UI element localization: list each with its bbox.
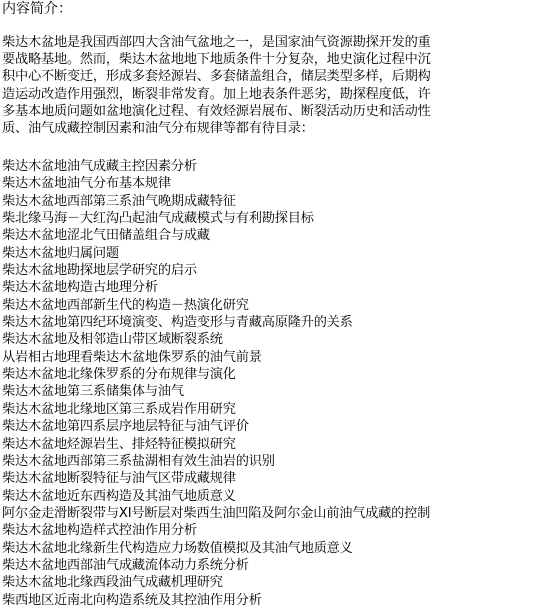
toc-item: 柴达木盆地北缘侏罗系的分布规律与演化: [2, 367, 236, 383]
toc-item: 柴达木盆地构造样式控油作用分析: [2, 523, 197, 539]
intro-line: 积中心不断变迁，形成多套烃源岩、多套储盖组合，储层类型多样，后期构: [2, 69, 431, 85]
intro-line: 要战略基地。然而，柴达木盆地地下地质条件十分复杂，地史演化过程中沉: [2, 52, 431, 68]
toc-item: 柴北缘马海－大红沟凸起油气成藏模式与有利勘探目标: [2, 211, 314, 227]
intro-line: 造运动改造作用强烈，断裂非常发育。加上地表条件恶劣，勘探程度低，许: [2, 86, 431, 102]
toc-item: 柴达木盆地归属问题: [2, 245, 119, 261]
toc-item: 柴达木盆地近东西构造及其油气地质意义: [2, 488, 236, 504]
toc-item: 从岩相古地理看柴达木盆地侏罗系的油气前景: [2, 349, 262, 365]
intro-line: 多基本地质问题如盆地演化过程、有效烃源岩展布、断裂活动历史和活动性: [2, 103, 431, 119]
toc-item: 柴达木盆地涩北气田储盖组合与成藏: [2, 228, 210, 244]
toc-item: 柴达木盆地勘探地层学研究的启示: [2, 263, 197, 279]
toc-item: 柴达木盆地油气分布基本规律: [2, 176, 171, 192]
toc-item: 柴达木盆地第四系层序地层特征与油气评价: [2, 419, 249, 435]
toc-item: 柴达木盆地构造古地理分析: [2, 280, 158, 296]
toc-item: 柴达木盆地西部第三系油气晚期成藏特征: [2, 193, 236, 209]
toc-item: 柴西地区近南北向构造系统及其控油作用分析: [2, 592, 262, 608]
section-heading: 内容简介：: [2, 1, 72, 17]
toc-item: 阿尔金走滑断裂带与XI号断层对柴西生油凹陷及阿尔金山前油气成藏的控制: [2, 505, 431, 521]
toc-item: 柴达木盆地断裂特征与油气区带成藏规律: [2, 471, 236, 487]
toc-item: 柴达木盆地北缘地区第三系成岩作用研究: [2, 401, 236, 417]
toc-item: 柴达木盆地西部新生代的构造－热演化研究: [2, 297, 249, 313]
toc-item: 柴达木盆地第三系储集体与油气: [2, 384, 184, 400]
intro-line: 质、油气成藏控制因素和油气分布规律等都有待目录：: [2, 121, 314, 137]
intro-line: 柴达木盆地是我国西部四大含油气盆地之一，是国家油气资源勘探开发的重: [2, 35, 431, 50]
table-of-contents: [2, 158, 536, 609]
toc-item: 柴达木盆地及相邻造山带区域断裂系统: [2, 332, 223, 348]
toc-item: 柴达木盆地北缘新生代构造应力场数值模拟及其油气地质意义: [2, 540, 353, 556]
toc-item: 柴达木盆地油气成藏主控因素分析: [2, 159, 197, 174]
toc-item: 柴达木盆地西部第三系盐湖相有效生油岩的识别: [2, 453, 275, 469]
intro-paragraph: [2, 34, 532, 137]
toc-item: 柴达木盆地第四纪环境演变、构造变形与青藏高原隆升的关系: [2, 315, 353, 331]
toc-item: 柴达木盆地西部油气成藏流体动力系统分析: [2, 557, 249, 573]
toc-item: 柴达木盆地北缘西段油气成藏机理研究: [2, 575, 223, 591]
toc-item: 柴达木盆地烃源岩生、排烃特征模拟研究: [2, 436, 236, 452]
